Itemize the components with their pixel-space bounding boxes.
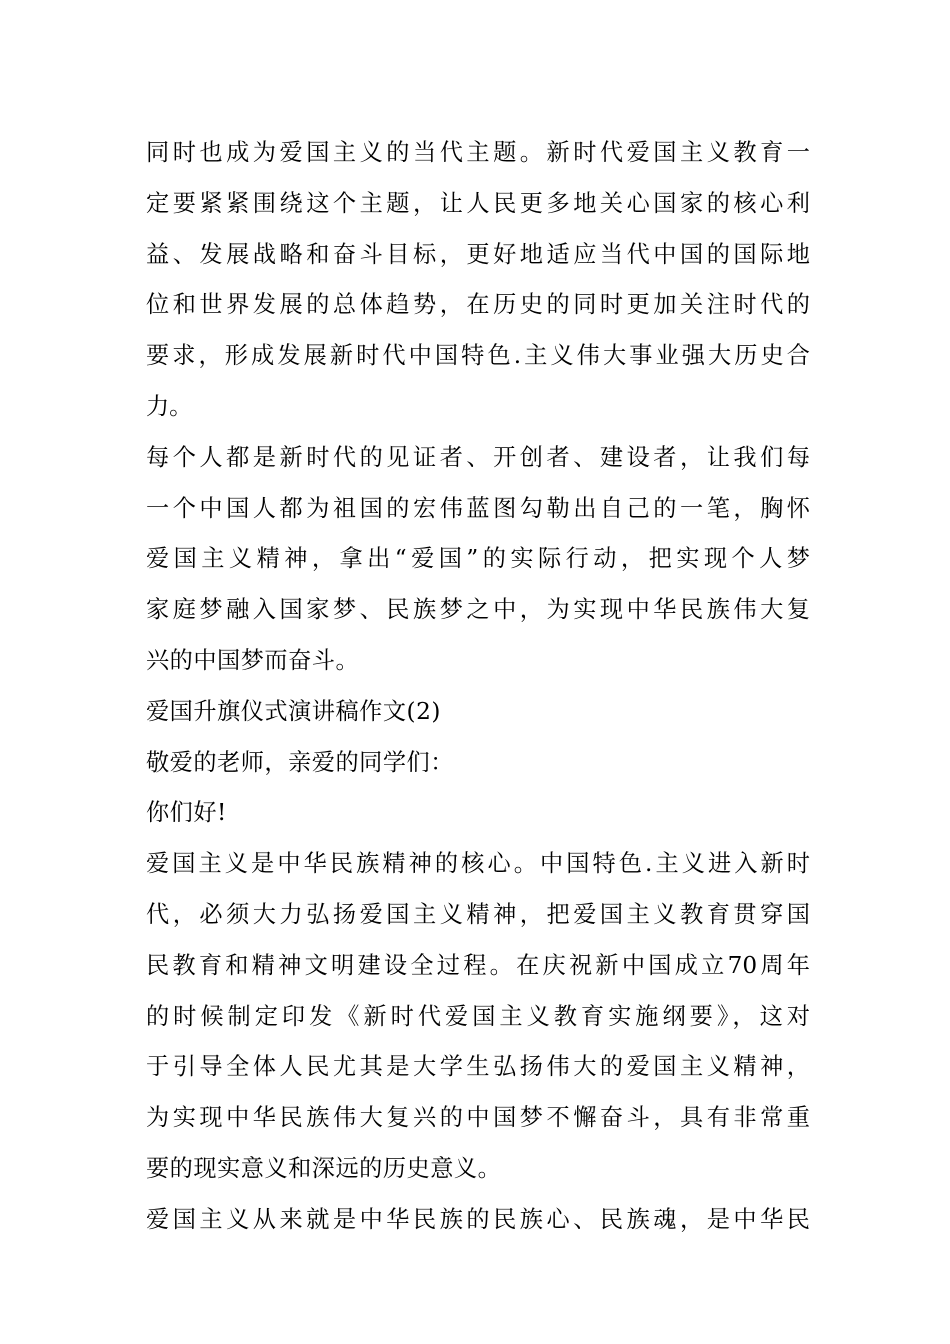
text-line: 要求，形成发展新时代中国特色.主义伟大事业强大历史合 [146,342,810,370]
text-line: 的时候制定印发《新时代爱国主义教育实施纲要》，这对 [146,1002,810,1030]
text-line: 一个中国人都为祖国的宏伟蓝图勾勒出自己的一笔，胸怀 [146,494,810,522]
text-line: 力。 [146,392,193,420]
text-line: 要的现实意义和深远的历史意义。 [146,1154,502,1182]
text-line: 爱国主义是中华民族精神的核心。中国特色.主义进入新时 [146,850,810,878]
text-line: 定要紧紧围绕这个主题，让人民更多地关心国家的核心利 [146,189,810,217]
text-line: 每个人都是新时代的见证者、开创者、建设者，让我们每 [146,443,810,471]
salutation: 敬爱的老师，亲爱的同学们： [146,748,454,776]
text-line: 为实现中华民族伟大复兴的中国梦不懈奋斗，具有非常重 [146,1104,810,1132]
text-line: 位和世界发展的总体趋势，在历史的同时更加关注时代的 [146,291,810,319]
text-line: 爱国主义精神，拿出“爱国”的实际行动，把实现个人梦 [146,545,810,573]
text-line: 家庭梦融入国家梦、民族梦之中，为实现中华民族伟大复 [146,596,810,624]
text-line: 益、发展战略和奋斗目标，更好地适应当代中国的国际地 [146,240,810,268]
text-line: 代，必须大力弘扬爱国主义精神，把爱国主义教育贯穿国 [146,900,810,928]
text-line: 民教育和精神文明建设全过程。在庆祝新中国成立70周年 [146,951,810,979]
text-line: 于引导全体人民尤其是大学生弘扬伟大的爱国主义精神， [146,1053,810,1081]
text-line: 爱国主义从来就是中华民族的民族心、民族魂，是中华民 [146,1205,810,1233]
text-line: 兴的中国梦而奋斗。 [146,646,360,674]
text-line: 同时也成为爱国主义的当代主题。新时代爱国主义教育一 [146,139,810,166]
section-heading: 爱国升旗仪式演讲稿作文(2) [146,697,441,725]
document-body [146,128,810,1246]
greeting: 你们好! [146,799,227,827]
